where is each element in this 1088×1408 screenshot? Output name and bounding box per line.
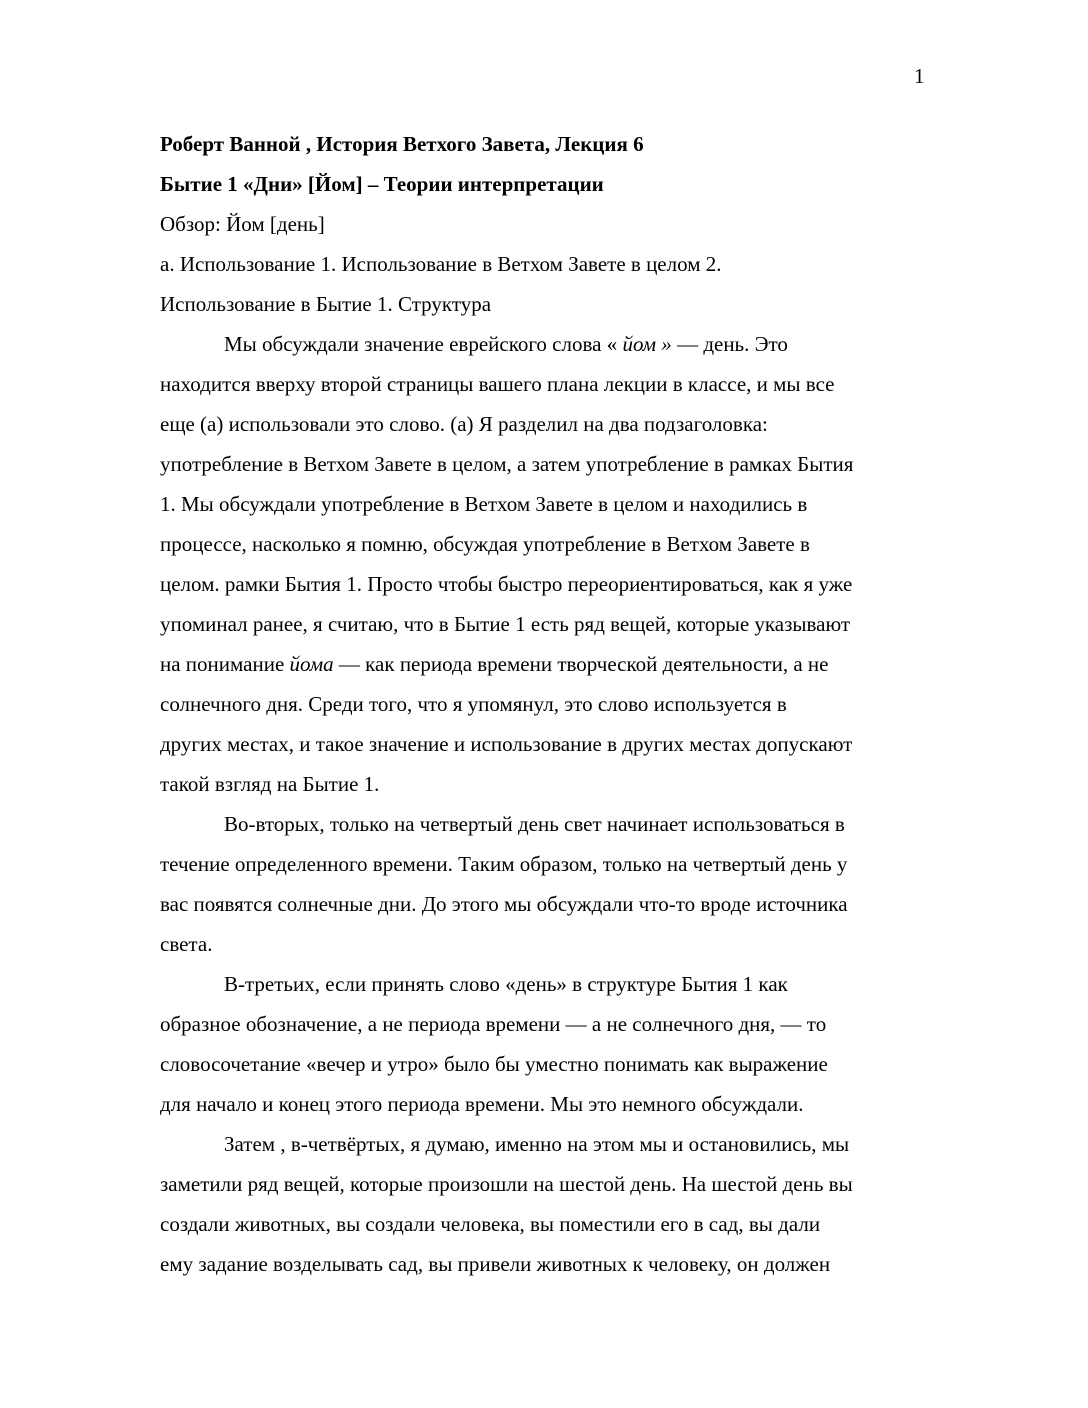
paragraph-line: Во-вторых, только на четвертый день свет начинает использоваться в xyxy=(224,812,845,836)
paragraph-line: целом. рамки Бытия 1. Просто чтобы быстро переориентироваться, как я уже xyxy=(160,572,853,596)
paragraph-line: 1. Мы обсуждали употребление в Ветхом Завете в целом и находились в xyxy=(160,492,808,516)
document-body xyxy=(160,124,940,1284)
paragraph-line: образное обозначение, а не периода времени — а не солнечного дня, — то xyxy=(160,1012,827,1036)
paragraph-line: света. xyxy=(160,932,213,956)
text-span: — день. Это xyxy=(671,332,788,356)
paragraph-line: создали животных, вы создали человека, вы поместили его в сад, вы дали xyxy=(160,1212,821,1236)
document-title: Роберт Ванной , История Ветхого Завета, Лекция 6 xyxy=(160,132,644,156)
paragraph-line: Затем , в-четвёртых, я думаю, именно на этом мы и остановились, мы xyxy=(224,1132,850,1156)
text-span: на понимание xyxy=(160,652,290,676)
text-span: Мы обсуждали значение еврейского слова « xyxy=(224,332,618,356)
paragraph-line: еще (а) использовали это слово. (а) Я разделил на два подзаголовка: xyxy=(160,412,768,436)
paragraph-line: заметили ряд вещей, которые произошли на шестой день. На шестой день вы xyxy=(160,1172,853,1196)
overview-line: Обзор: Йом [день] xyxy=(160,212,325,236)
page-number: 1 xyxy=(914,64,925,88)
paragraph-line xyxy=(160,324,940,364)
paragraph-line: других местах, и такое значение и использование в других местах допускают xyxy=(160,732,853,756)
document-subtitle: Бытие 1 «Дни» [Йом] – Теории интерпретации xyxy=(160,172,604,196)
paragraph-line: течение определенного времени. Таким образом, только на четвертый день у xyxy=(160,852,848,876)
paragraph-line: такой взгляд на Бытие 1. xyxy=(160,772,380,796)
paragraph-line: вас появятся солнечные дни. До этого мы обсуждали что-то вроде источника xyxy=(160,892,848,916)
paragraph-line: В-третьих, если принять слово «день» в структуре Бытия 1 как xyxy=(224,972,788,996)
paragraph-line: ему задание возделывать сад, вы привели животных к человеку, он должен xyxy=(160,1252,831,1276)
text-span: — как периода времени творческой деятельности, а не xyxy=(333,652,829,676)
outline-line: а. Использование 1. Использование в Ветхом Завете в целом 2. xyxy=(160,252,722,276)
outline-line: Использование в Бытие 1. Структура xyxy=(160,292,492,316)
italic-term: йом » xyxy=(617,332,672,356)
paragraph-line: упоминал ранее, я считаю, что в Бытие 1 есть ряд вещей, которые указывают xyxy=(160,612,851,636)
paragraph-line: процессе, насколько я помню, обсуждая употребление в Ветхом Завете в xyxy=(160,532,810,556)
paragraph-line: словосочетание «вечер и утро» было бы уместно понимать как выражение xyxy=(160,1052,828,1076)
paragraph-line xyxy=(160,644,940,684)
paragraph-line: солнечного дня. Среди того, что я упомянул, это слово используется в xyxy=(160,692,787,716)
paragraph-line: для начало и конец этого периода времени. Мы это немного обсуждали. xyxy=(160,1092,804,1116)
paragraph-line: находится вверху второй страницы вашего плана лекции в классе, и мы все xyxy=(160,372,835,396)
italic-term: йома xyxy=(289,652,334,676)
paragraph-line: употребление в Ветхом Завете в целом, а затем употребление в рамках Бытия xyxy=(160,452,854,476)
